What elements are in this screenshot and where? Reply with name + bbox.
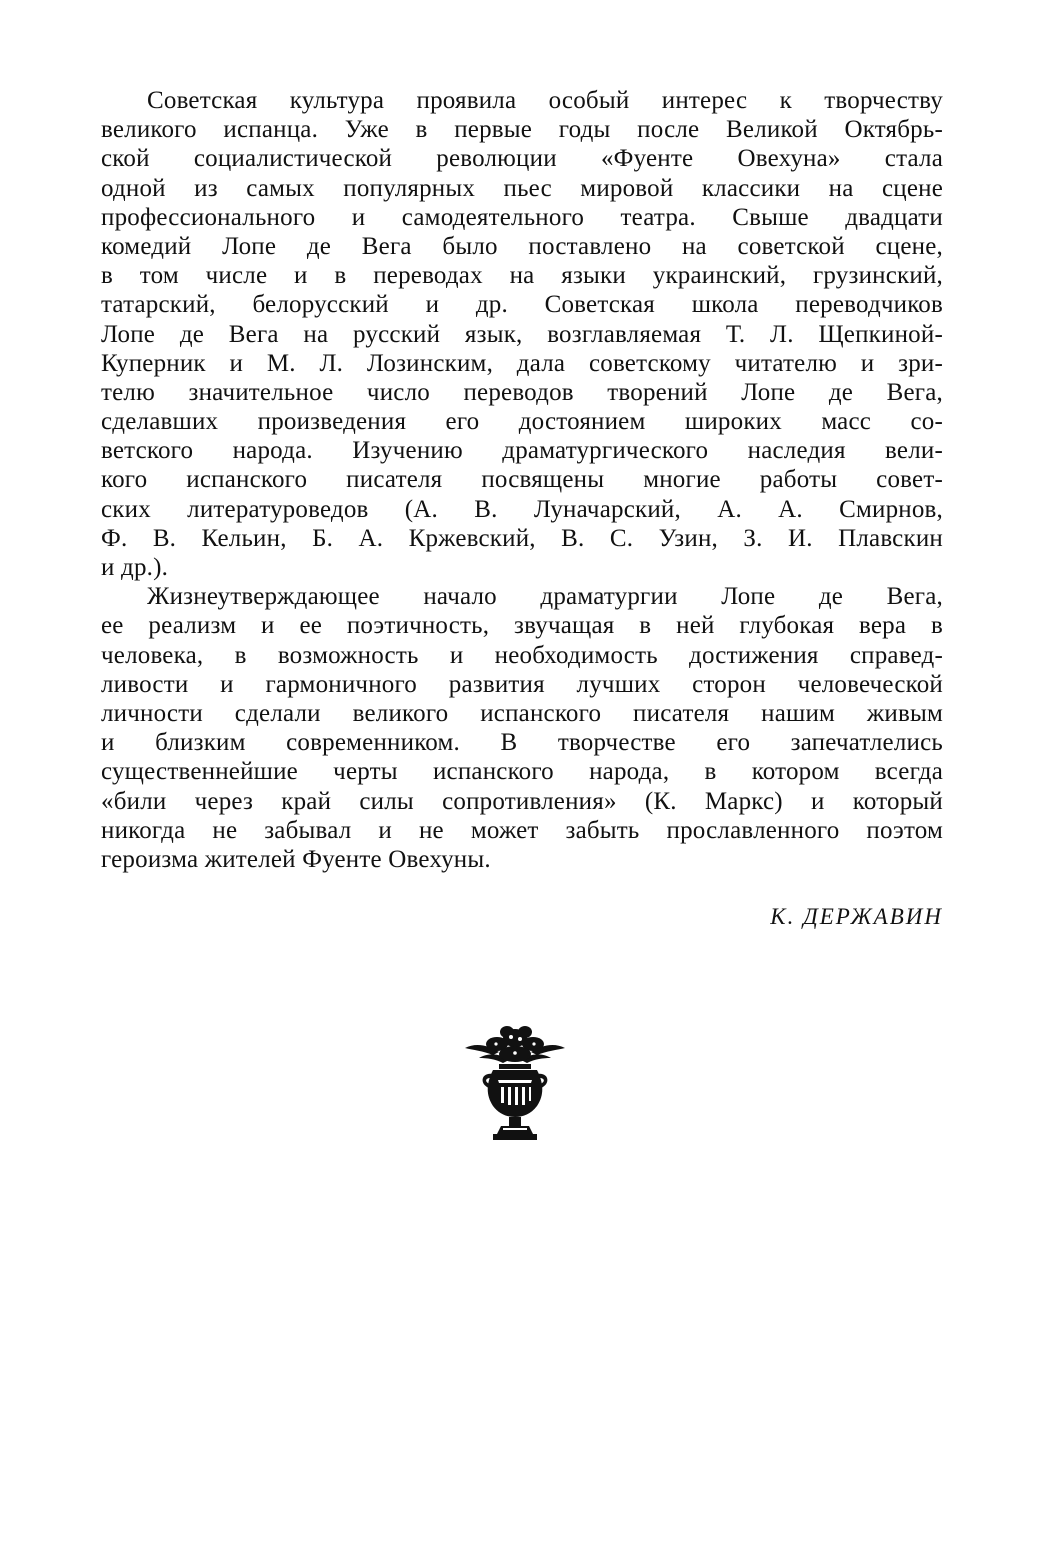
text-line: комедий Лопе де Вега было поставлено на советской сцене, [101,232,943,260]
text-line: человека, в возможность и необходимость достижения справед- [101,641,943,669]
text-line: ских литературоведов (А. В. Луначарский, А. А. Смирнов, [101,495,943,523]
text-line: ее реализм и ее поэтичность, звучащая в ней глубокая вера в [101,612,943,640]
text-line: татарский, белорусский и др. Советская школа переводчиков [101,291,943,319]
text-line: в том числе и в переводах на языки украинский, грузинский, [101,262,943,290]
text-line: профессионального и самодеятельного театра. Свыше двадцати [101,203,943,231]
text-line: ветского народа. Изучению драматургического наследия вели- [101,437,943,465]
text-line: сделавших произведения его достоянием широких масс со- [101,408,943,436]
text-line: Жизнеутверждающее начало драматургии Лопе де Вега, [147,583,943,611]
author-signature: К. ДЕРЖАВИН [770,904,943,929]
text-line: Ф. В. Кельин, Б. А. Кржевский, В. С. Узин, З. И. Плавскин [101,524,943,552]
text-line: и др.). [101,554,169,581]
article-text [101,86,943,874]
text-line: ской социалистической революции «Фуенте Овехуна» стала [101,145,943,173]
text-line: никогда не забывал и не может забыть прославленного поэтом [101,816,943,844]
urn-with-flowers-icon [463,1022,567,1152]
text-line: личности сделали великого испанского писателя нашим живым [101,699,943,727]
text-line: Куперник и М. Л. Лозинским, дала советскому читателю и зри- [101,349,943,377]
text-line: и близким современником. В творчестве его запечатлелись [101,729,943,757]
text-line: великого испанца. Уже в первые годы после Великой Октябрь- [101,116,943,144]
text-line: ливости и гармоничного развития лучших сторон человеческой [101,670,943,698]
text-line: Лопе де Вега на русский язык, возглавляемая Т. Л. Щепкиной- [101,320,943,348]
text-line: телю значительное число переводов творений Лопе де Вега, [101,378,943,406]
text-line: Советская культура проявила особый интерес к творчеству [147,87,943,114]
text-line: «били через край силы сопротивления» (К. Маркс) и который [101,787,943,815]
text-line: одной из самых популярных пьес мировой классики на сцене [101,174,943,202]
text-line: существеннейшие черты испанского народа, в котором всегда [101,758,943,786]
text-line: героизма жителей Фуенте Овехуны. [101,845,491,873]
paragraph-1 [101,86,943,582]
paragraph-2 [101,582,943,874]
text-line: кого испанского писателя посвящены многие работы совет- [101,466,943,494]
